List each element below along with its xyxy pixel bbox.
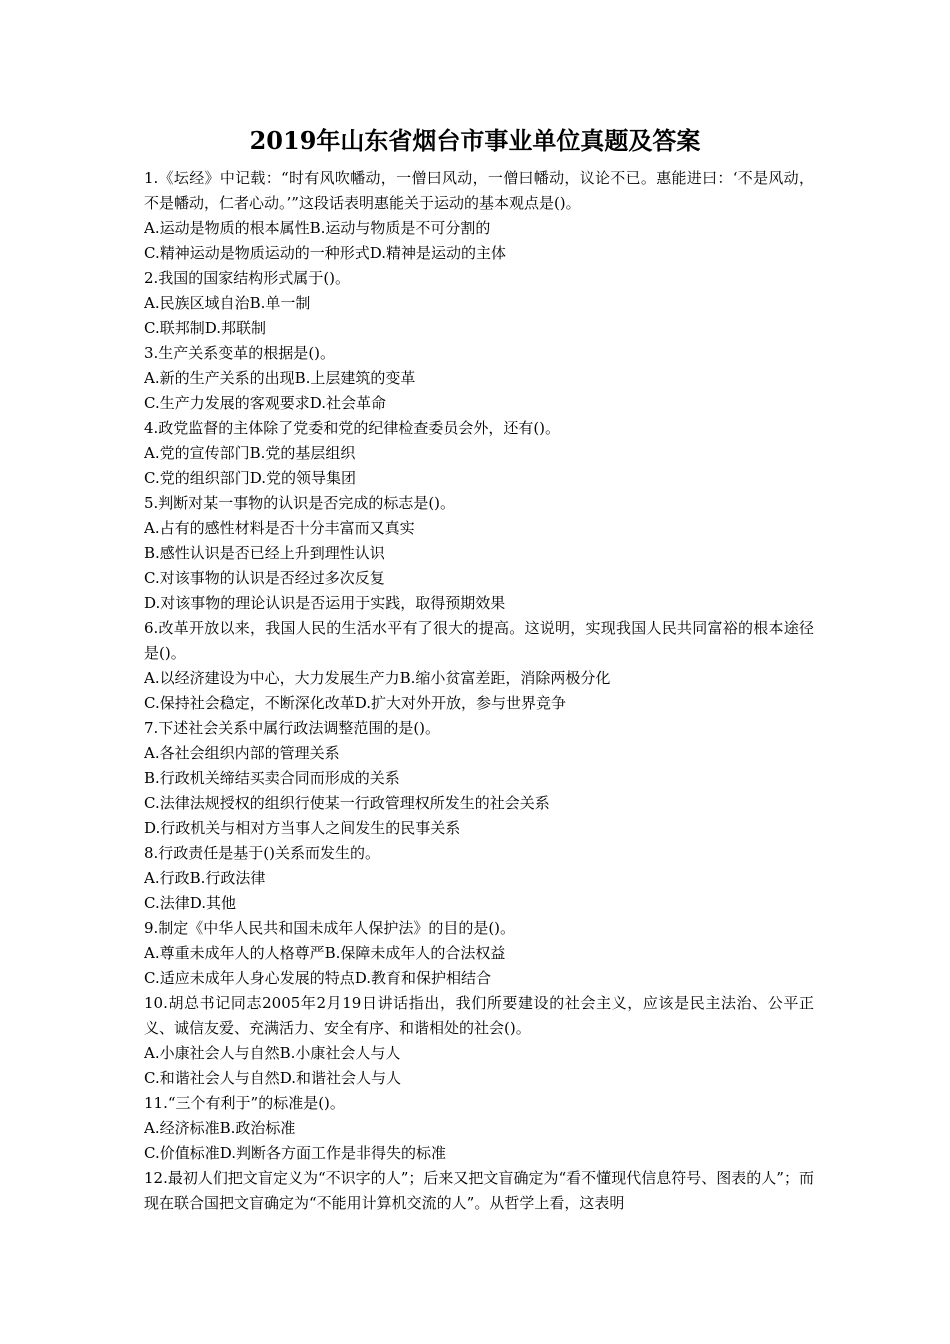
question-3-options-ab: A.新的生产关系的出现B.上层建筑的变革 [144, 369, 416, 387]
question-12-stem: 12.最初人们把文盲定义为“不识字的人”；后来又把文盲确定为“看不懂现代信息符号、图表的人”；而现在联合国把文盲确定为“不能用计算机交流的人”。从哲学上看，这表明 [144, 1169, 814, 1212]
question-5-option-b: B.感性认识是否已经上升到理性认识 [144, 544, 385, 562]
question-7-option-b: B.行政机关缔结买卖合同而形成的关系 [144, 769, 400, 787]
question-2-stem: 2.我国的国家结构形式属于()。 [144, 269, 351, 287]
question-4-options-ab: A.党的宣传部门B.党的基层组织 [144, 444, 356, 462]
question-9-options-cd: C.适应未成年人身心发展的特点D.教育和保护相结合 [144, 969, 491, 987]
question-4-options-cd: C.党的组织部门D.党的领导集团 [144, 469, 356, 487]
question-11-options-cd: C.价值标准D.判断各方面工作是非得失的标准 [144, 1144, 446, 1162]
question-8-stem: 8.行政责任是基于()关系而发生的。 [144, 844, 381, 862]
question-11-stem: 11.“三个有利于”的标准是()。 [144, 1094, 345, 1112]
question-6-options-ab: A.以经济建设为中心，大力发展生产力B.缩小贫富差距，消除两极分化 [144, 669, 611, 687]
question-5-option-c: C.对该事物的认识是否经过多次反复 [144, 569, 385, 587]
question-5-stem: 5.判断对某一事物的认识是否完成的标志是()。 [144, 494, 456, 512]
question-7-option-c: C.法律法规授权的组织行使某一行政管理权所发生的社会关系 [144, 794, 550, 812]
question-11-options-ab: A.经济标准B.政治标准 [144, 1119, 296, 1137]
question-6-options-cd: C.保持社会稳定，不断深化改革D.扩大对外开放，参与世界竞争 [144, 694, 566, 712]
question-9-options-ab: A.尊重未成年人的人格尊严B.保障未成年人的合法权益 [144, 944, 506, 962]
question-1-options-ab: A.运动是物质的根本属性B.运动与物质是不可分割的 [144, 219, 491, 237]
question-9-stem: 9.制定《中华人民共和国未成年人保护法》的目的是()。 [144, 919, 516, 937]
question-7-stem: 7.下述社会关系中属行政法调整范围的是()。 [144, 719, 441, 737]
question-3-stem: 3.生产关系变革的根据是()。 [144, 344, 336, 362]
question-3-options-cd: C.生产力发展的客观要求D.社会革命 [144, 394, 386, 412]
document-body [144, 166, 814, 1216]
document-title: 2019年山东省烟台市事业单位真题及答案 [249, 126, 701, 155]
question-6-stem: 6.改革开放以来，我国人民的生活水平有了很大的提高。这说明，实现我国人民共同富裕的根本途径是()。 [144, 619, 814, 662]
question-10-options-ab: A.小康社会人与自然B.小康社会人与人 [144, 1044, 401, 1062]
question-4-stem: 4.政党监督的主体除了党委和党的纪律检查委员会外，还有()。 [144, 419, 561, 437]
question-1-stem: 1.《坛经》中记载：“时有风吹幡动，一僧曰风动，一僧曰幡动，议论不已。惠能进曰：‘不是风动，不是幡动，仁者心动。’”这段话表明惠能关于运动的基本观点是()。 [144, 169, 814, 212]
question-2-options-ab: A.民族区域自治B.单一制 [144, 294, 311, 312]
question-1-options-cd: C.精神运动是物质运动的一种形式D.精神是运动的主体 [144, 244, 506, 262]
question-10-stem: 10.胡总书记同志2005年2月19日讲话指出，我们所要建设的社会主义，应该是民主法治、公平正义、诚信友爱、充满活力、安全有序、和谐相处的社会()。 [144, 994, 814, 1037]
question-8-options-ab: A.行政B.行政法律 [144, 869, 266, 887]
question-7-option-a: A.各社会组织内部的管理关系 [144, 744, 340, 762]
question-10-options-cd: C.和谐社会人与自然D.和谐社会人与人 [144, 1069, 401, 1087]
question-8-options-cd: C.法律D.其他 [144, 894, 236, 912]
question-5-option-a: A.占有的感性材料是否十分丰富而又真实 [144, 519, 415, 537]
question-5-option-d: D.对该事物的理论认识是否运用于实践，取得预期效果 [144, 594, 506, 612]
question-7-option-d: D.行政机关与相对方当事人之间发生的民事关系 [144, 819, 461, 837]
question-2-options-cd: C.联邦制D.邦联制 [144, 319, 266, 337]
